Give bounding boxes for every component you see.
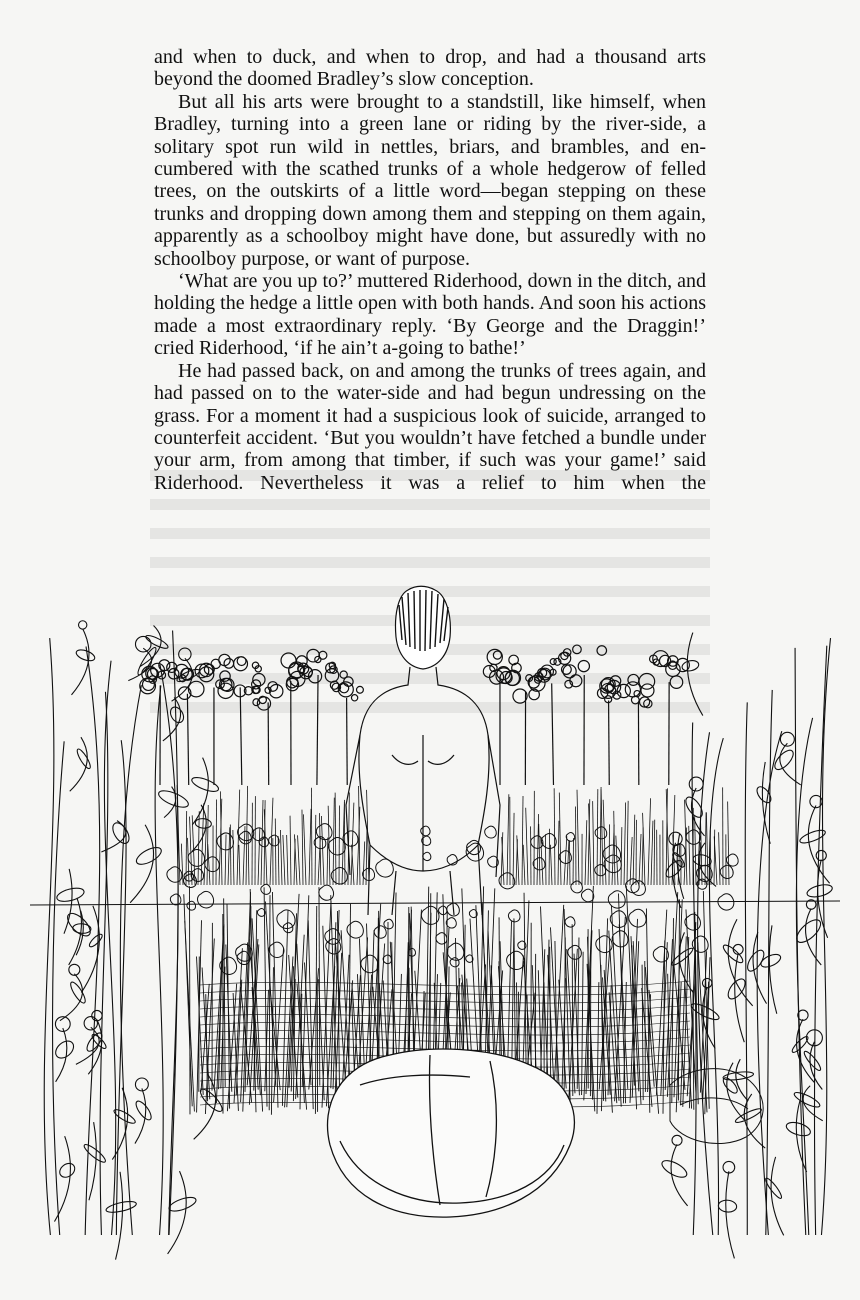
paragraph-1: and when to duck, and when to drop, and had a thousand arts beyond the doomed Bradley’s slow conception. — [154, 46, 706, 91]
distant-reeds — [177, 785, 729, 885]
foreground-rock — [328, 1049, 575, 1217]
ink-illustration — [30, 585, 840, 1265]
standing-figure — [346, 586, 500, 915]
paragraph-3: ‘What are you up to?’ muttered Riderhood, down in the ditch, and holding the hedge a little open with both hands. And soon his actions made a most extraordinary reply. ‘By George and the Draggin!’ cried Riderhood, ‘if he ain’t a-going to bathe!’ — [154, 270, 706, 360]
page-text — [154, 46, 706, 494]
right-tree-grove — [483, 645, 689, 785]
left-foliage — [44, 621, 225, 1260]
paragraph-4: He had passed back, on and among the trunks of trees again, and had passed on to the water-side and had begun undressing on the grass. For a moment it had a suspicious look of suicide, arranged to counterfeit accident. ‘But you wouldn’t have fetched a bundle under your arm, from among that timber, if such was your game!’ said Riderhood. Nevertheless it was a relief to him when the — [154, 359, 706, 494]
paragraph-2: But all his arts were brought to a standstill, like himself, when Bradley, turning into a green lane or riding by the river-side, a solitary spot run wild in nettles, briars, and brambles, and en-cumbered with the scathed trunks of a whole hedgerow of felled trees, on the outskirts of a little word—began stepping on these trunks and dropping down among them and stepping on them again, apparently as a schoolboy might have done, but assuredly with no schoolboy purpose, or want of purpose. — [154, 90, 706, 270]
